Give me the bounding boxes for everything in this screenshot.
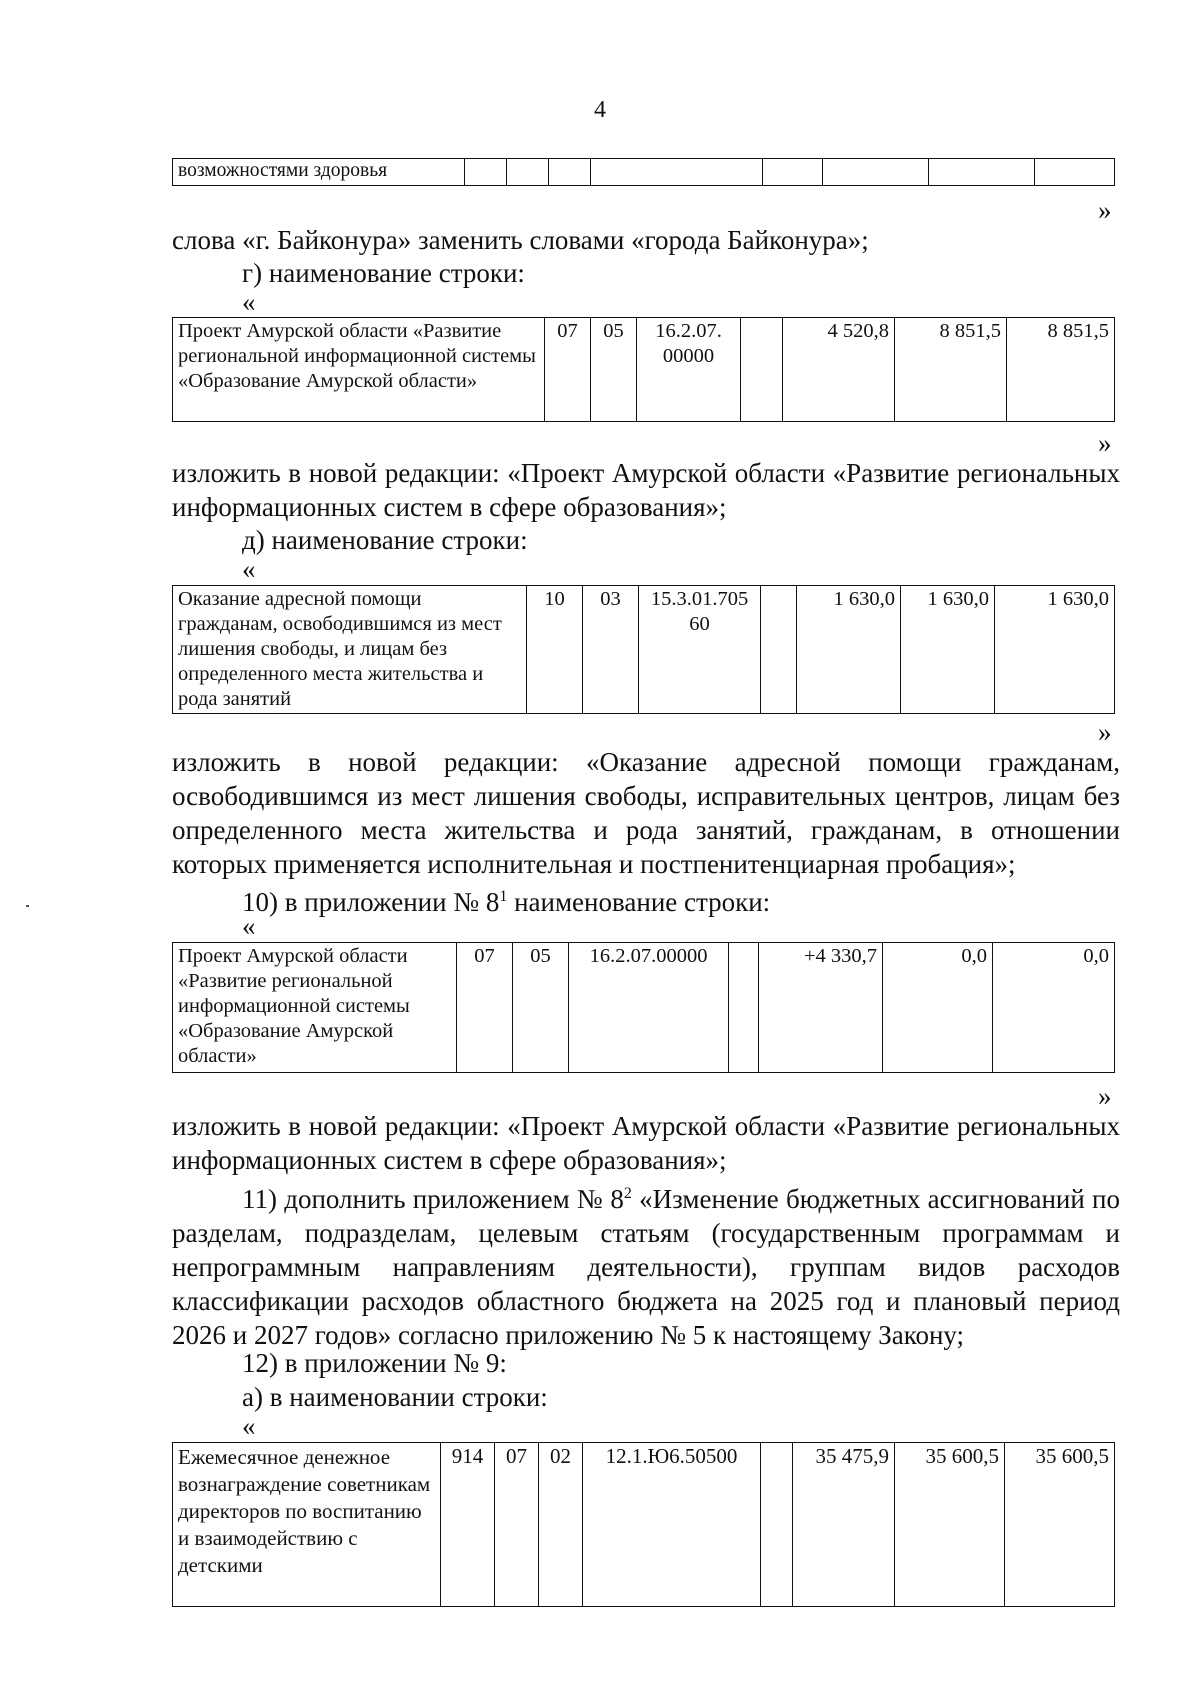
table-cell: 15.3.01.705 60 [639, 586, 761, 714]
table-cell [823, 159, 929, 186]
table-continuation [172, 158, 1115, 186]
table-cell: 07 [457, 943, 513, 1073]
table-cell [741, 318, 783, 422]
item-10-text-suffix: наименование строки: [507, 887, 771, 917]
item-11-text: 11) дополнить приложением № 8 [242, 1184, 624, 1214]
table-cell: 12.1.Ю6.50500 [583, 1443, 761, 1607]
table-cell: 07 [545, 318, 591, 422]
table-cell [763, 159, 823, 186]
table-cell: 1 630,0 [901, 586, 995, 714]
table-cell: 16.2.07.00000 [569, 943, 729, 1073]
table-row [173, 159, 1115, 186]
closing-quote: » [1098, 195, 1112, 225]
superscript: 1 [499, 888, 508, 905]
opening-quote: « [242, 287, 256, 317]
table-cell: Проект Амурской области «Развитие региональной информационной системы «Образование Амурской области» [173, 318, 545, 422]
table-cell: 07 [495, 1443, 539, 1607]
table-cell: 914 [441, 1443, 495, 1607]
table-d [172, 585, 1115, 714]
table-cell [729, 943, 759, 1073]
table-cell: Оказание адресной помощи гражданам, освободившимся из мест лишения свободы, и лицам без определенного места жительства и рода занятий [173, 586, 527, 714]
table-row [173, 586, 1115, 714]
item-11-text-suffix: «Изменение бюджетных ассигнований по разделам, подразделам, целевым статьям (государственным программам и непрограммным направлениям деятельности), группам видов расходов классификации расходов областного бюджета на 2025 год и плановый период 2026 и 2027 годов» согласно приложению № 5 к настоящему Закону; [172, 1184, 1120, 1350]
table-cell: 1 630,0 [995, 586, 1115, 714]
table-cell [591, 159, 763, 186]
table-cell: 8 851,5 [1007, 318, 1115, 422]
table-cell: Проект Амурской области «Развитие региональной информационной системы «Образование Амурской области» [173, 943, 457, 1073]
table-cell: 35 600,5 [1005, 1443, 1115, 1607]
table-row [173, 318, 1115, 422]
superscript: 2 [623, 1185, 632, 1202]
table-cell: 8 851,5 [895, 318, 1007, 422]
table-cell: 10 [527, 586, 583, 714]
table-cell: 05 [513, 943, 569, 1073]
table-cell [507, 159, 549, 186]
table-cell [761, 1443, 793, 1607]
table-g [172, 317, 1115, 422]
item-10 [172, 880, 1120, 919]
opening-quote: « [242, 554, 256, 584]
table-cell: 16.2.07. 00000 [637, 318, 741, 422]
table-cell: 0,0 [883, 943, 993, 1073]
item-12: 12) в приложении № 9: [242, 1348, 507, 1378]
table-cell [761, 586, 797, 714]
paragraph: изложить в новой редакции: «Проект Амурской области «Развитие региональных информационных систем в сфере образования»; [172, 1111, 1120, 1175]
item-d: д) наименование строки: [242, 525, 528, 555]
table-cell: 1 630,0 [797, 586, 901, 714]
closing-quote: » [1098, 717, 1112, 747]
item-g: г) наименование строки: [242, 258, 525, 288]
item-12a: а) в наименовании строки: [242, 1382, 548, 1412]
table-cell: +4 330,7 [759, 943, 883, 1073]
closing-quote: » [1098, 428, 1112, 458]
table-item-12a [172, 1442, 1115, 1607]
table-item-10 [172, 942, 1115, 1073]
table-cell: 35 600,5 [895, 1443, 1005, 1607]
opening-quote: « [242, 911, 256, 941]
closing-quote: » [1098, 1081, 1112, 1111]
table-cell: 03 [583, 586, 639, 714]
item-10-text: 10) в приложении № 8 [242, 887, 500, 917]
table-cell [1035, 159, 1115, 186]
table-row [173, 943, 1115, 1073]
scan-speck [26, 905, 29, 907]
table-cell: 4 520,8 [783, 318, 895, 422]
table-cell [549, 159, 591, 186]
paragraph: слова «г. Байконура» заменить словами «города Байконура»; [172, 225, 869, 255]
table-row [173, 1443, 1115, 1607]
table-cell [465, 159, 507, 186]
table-cell: возможностями здоровья [173, 159, 465, 186]
table-cell: Ежемесячное денежное вознаграждение советникам директоров по воспитанию и взаимодействию с детскими [173, 1443, 441, 1607]
table-cell: 35 475,9 [793, 1443, 895, 1607]
item-11 [172, 1177, 1120, 1352]
paragraph: изложить в новой редакции: «Проект Амурской области «Развитие региональных информационных систем в сфере образования»; [172, 458, 1120, 522]
table-cell: 02 [539, 1443, 583, 1607]
page-number: 4 [594, 97, 606, 123]
paragraph: изложить в новой редакции: «Оказание адресной помощи гражданам, освободившимся из мест лишения свободы, исправительных центров, лицам без определенного места жительства и рода занятий, гражданам, в отношении которых применяется исполнительная и постпенитенциарная пробация»; [172, 747, 1120, 879]
table-cell [929, 159, 1035, 186]
table-cell: 05 [591, 318, 637, 422]
table-cell: 0,0 [993, 943, 1115, 1073]
opening-quote: « [242, 1411, 256, 1441]
